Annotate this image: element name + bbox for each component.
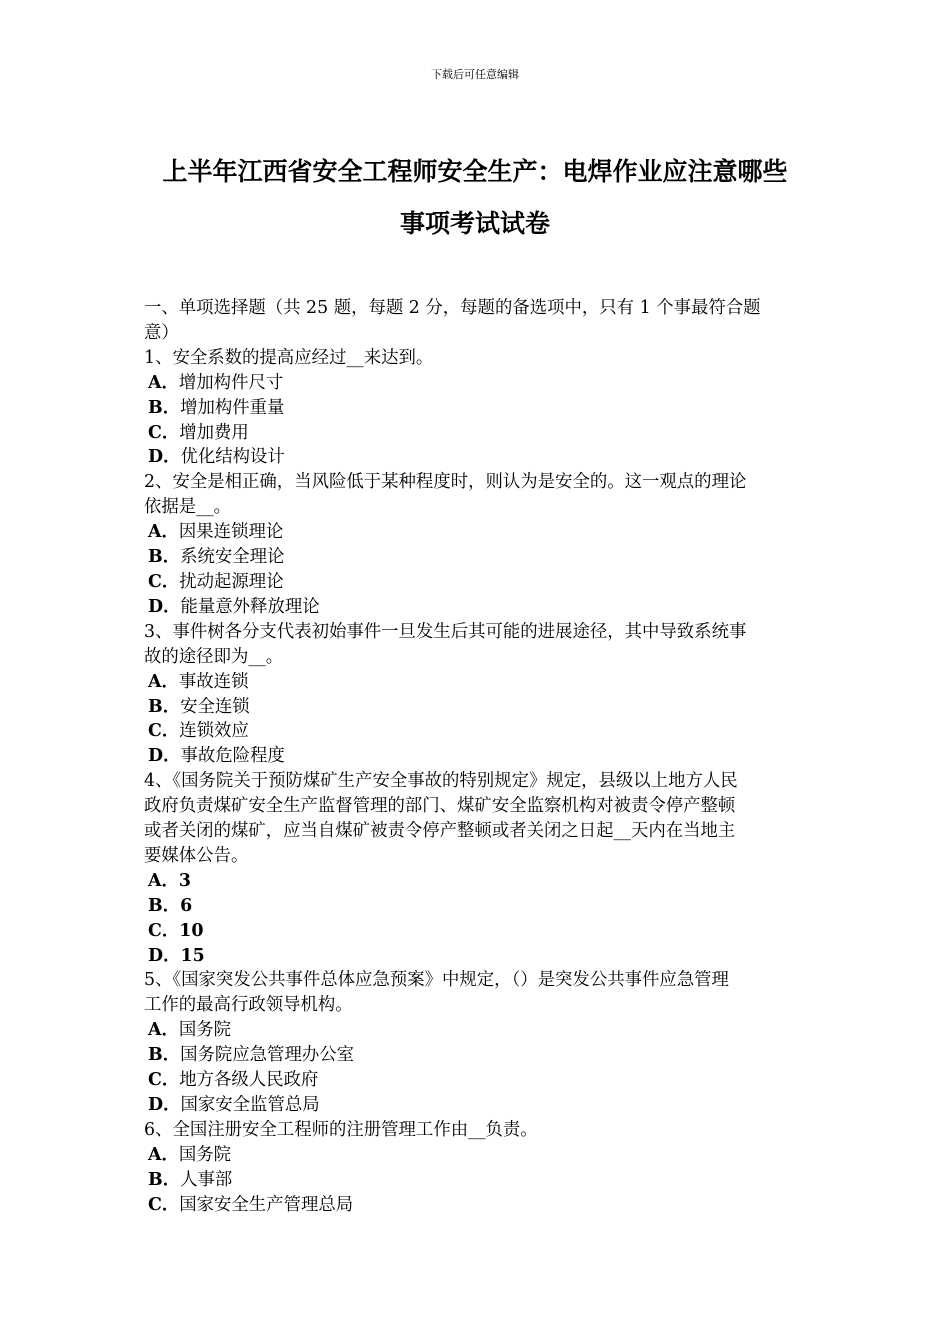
- question-stem-line: 4、《国务院关于预防煤矿生产安全事故的特别规定》规定，县级以上地方人民: [144, 771, 738, 792]
- answer-option: [144, 670, 810, 695]
- question-item: [144, 346, 810, 471]
- answer-option: [144, 944, 810, 969]
- title-line-1: 上半年江西省安全工程师安全生产：电焊作业应注意哪些: [162, 157, 788, 186]
- option-text: 国家安全监管总局: [180, 1095, 320, 1115]
- option-letter: D．: [148, 596, 181, 617]
- question-stem-line: 3、事件树各分支代表初始事件一旦发生后其可能的进展途径，其中导致系统事: [144, 621, 747, 642]
- option-text: 安全连锁: [180, 696, 250, 717]
- option-letter: D．: [148, 1095, 181, 1115]
- answer-option: [144, 1018, 810, 1043]
- option-text: 国务院: [178, 1020, 232, 1041]
- option-letter: B．: [148, 547, 181, 568]
- answer-option: [144, 719, 810, 744]
- option-text: 10: [179, 920, 204, 941]
- option-letter: B．: [148, 696, 181, 717]
- option-letter: B．: [148, 1169, 181, 1190]
- option-text: 人事部: [180, 1169, 233, 1190]
- option-text: 6: [180, 895, 193, 916]
- page-title: [120, 146, 830, 250]
- answer-option: [144, 445, 810, 470]
- option-text: 3: [178, 870, 191, 891]
- answer-option: [144, 1068, 810, 1093]
- option-text: 增加构件尺寸: [178, 372, 284, 393]
- option-text: 15: [180, 945, 205, 966]
- answer-option: [144, 1193, 810, 1218]
- answer-option: [144, 545, 810, 570]
- answer-option: [144, 894, 810, 919]
- header-note: 下载后可任意编辑: [431, 68, 519, 81]
- answer-option: [144, 1043, 810, 1068]
- option-text: 增加费用: [179, 422, 249, 443]
- answer-option: [144, 520, 810, 545]
- option-text: 事故危险程度: [180, 746, 285, 767]
- exam-content: [144, 296, 810, 1218]
- answer-option: [144, 595, 810, 620]
- option-letter: C．: [148, 571, 180, 592]
- answer-option: [144, 744, 810, 769]
- option-text: 能量意外释放理论: [180, 596, 320, 617]
- question-item: [144, 769, 810, 968]
- option-text: 国务院应急管理办公室: [180, 1045, 355, 1066]
- option-text: 因果连锁理论: [178, 522, 284, 543]
- option-letter: C．: [148, 920, 180, 941]
- option-text: 事故连锁: [178, 671, 249, 692]
- section-heading-line-1: 一、单项选择题（共 25 题，每题 2 分，每题的备选项中，只有 1 个事最符合题: [144, 298, 761, 318]
- question-stem-line: 要媒体公告。: [144, 845, 249, 866]
- option-text: 扰动起源理论: [179, 571, 284, 592]
- answer-option: [144, 919, 810, 944]
- option-letter: A．: [148, 1144, 179, 1165]
- option-letter: C．: [148, 422, 180, 443]
- option-letter: A．: [148, 671, 179, 692]
- question-stem-line: 工作的最高行政领导机构。: [144, 995, 353, 1016]
- answer-option: [144, 1093, 810, 1118]
- question-stem-line: 依据是__。: [144, 497, 231, 518]
- option-text: 增加构件重量: [180, 397, 285, 418]
- option-letter: B．: [148, 895, 181, 916]
- question-stem-line: 故的途径即为__。: [144, 646, 284, 667]
- option-letter: B．: [148, 397, 181, 418]
- option-letter: C．: [148, 721, 180, 742]
- answer-option: [144, 695, 810, 720]
- question-item: [144, 620, 810, 769]
- option-letter: D．: [148, 447, 181, 468]
- answer-option: [144, 421, 810, 446]
- question-stem-line: 政府负责煤矿安全生产监督管理的部门、煤矿安全监察机构对被责令停产整顿: [144, 796, 736, 817]
- question-item: [144, 968, 810, 1117]
- option-text: 地方各级人民政府: [179, 1070, 319, 1091]
- answer-option: [144, 1168, 810, 1193]
- option-text: 系统安全理论: [180, 547, 285, 568]
- question-stem-line: 或者关闭的煤矿，应当自煤矿被责令停产整顿或者关闭之日起__天内在当地主: [144, 821, 736, 842]
- option-letter: A．: [148, 522, 179, 543]
- question-item: [144, 1118, 810, 1218]
- option-letter: C．: [148, 1070, 180, 1091]
- option-letter: A．: [148, 372, 179, 393]
- answer-option: [144, 570, 810, 595]
- section-heading: [144, 296, 810, 346]
- option-letter: C．: [148, 1194, 180, 1215]
- title-line-2: 事项考试试卷: [399, 209, 550, 238]
- question-stem-line: 2、安全是相正确，当风险低于某种程度时，则认为是安全的。这一观点的理论: [144, 472, 747, 493]
- option-letter: A．: [148, 1020, 179, 1041]
- option-text: 连锁效应: [179, 721, 249, 742]
- question-stem-line: 6、全国注册安全工程师的注册管理工作由__负责。: [144, 1119, 538, 1140]
- option-text: 优化结构设计: [180, 447, 285, 468]
- answer-option: [144, 1143, 810, 1168]
- answer-option: [144, 371, 810, 396]
- question-list: [144, 346, 810, 1218]
- question-item: [144, 470, 810, 619]
- answer-option: [144, 396, 810, 421]
- option-letter: D．: [148, 746, 181, 767]
- option-text: 国家安全生产管理总局: [179, 1194, 354, 1215]
- answer-option: [144, 869, 810, 894]
- question-stem-line: 1、安全系数的提高应经过__来达到。: [144, 347, 434, 368]
- section-heading-line-2: 意）: [144, 322, 179, 343]
- option-letter: A．: [148, 870, 179, 891]
- option-text: 国务院: [178, 1144, 232, 1165]
- option-letter: D．: [148, 945, 181, 966]
- question-stem-line: 5、《国家突发公共事件总体应急预案》中规定，（）是突发公共事件应急管理: [144, 970, 729, 991]
- option-letter: B．: [148, 1045, 181, 1066]
